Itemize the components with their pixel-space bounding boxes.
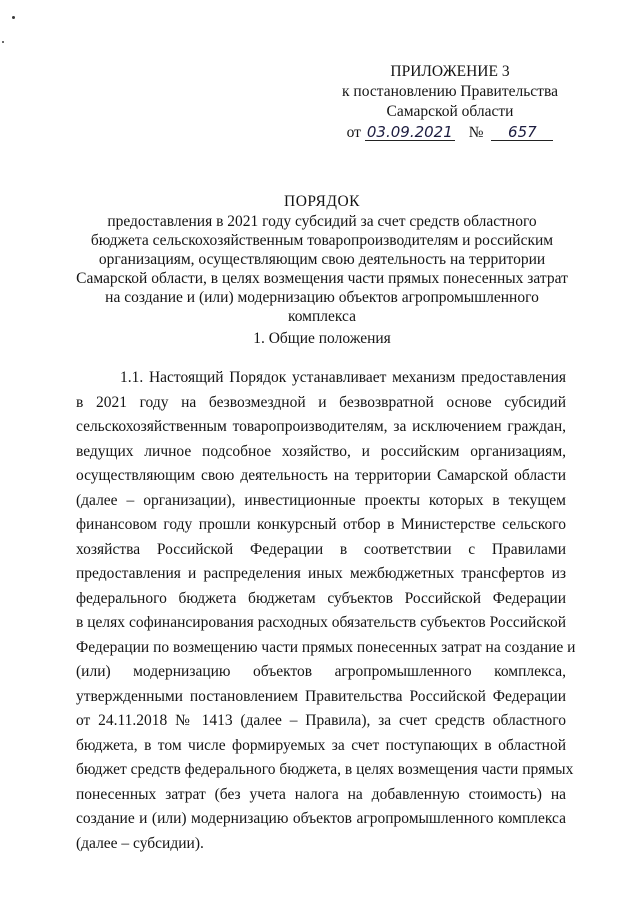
paragraph-line: (или) модернизацию объектов агропромышленного комплекса, (76, 663, 566, 680)
paragraph-line: сельскохозяйственным товаропроизводителям, за исключением граждан, (76, 418, 566, 435)
document-subtitle-line: организациям, осуществляющим свою деятельность на территории (98, 251, 546, 268)
appendix-resolution-line: к постановлению Правительства (342, 83, 558, 100)
document-subtitle-line: комплекса (287, 308, 356, 325)
paragraph-line: в целях софинансирования расходных обязательств субъектов Российской (76, 614, 566, 631)
paragraph-line: в 2021 году на безвозмездной и безвозвратной основе субсидий (76, 393, 566, 411)
scan-speck (2, 41, 4, 43)
scan-speck (12, 16, 15, 19)
paragraph-line: понесенных затрат (без учета налога на добавленную стоимость) на (76, 785, 566, 803)
paragraph-line: предоставления и распределения иных межбюджетных трансфертов из (76, 565, 566, 582)
date-prefix: от (346, 124, 361, 141)
appendix-region-line: Самарской области (386, 103, 514, 120)
paragraph-line: (далее – субсидии). (76, 834, 204, 852)
number-sign: № (468, 124, 484, 141)
paragraph-line: ведущих личное подсобное хозяйство, и российским организациям, (76, 442, 566, 460)
section-heading: 1. Общие положения (253, 330, 391, 347)
paragraph-1-1 (76, 366, 576, 856)
document-title-block (60, 192, 584, 326)
document-title: ПОРЯДОК (284, 193, 360, 210)
appendix-title: ПРИЛОЖЕНИЕ 3 (390, 63, 510, 80)
paragraph-line: создание и (или) модернизацию объектов агропромышленного комплекса (76, 810, 566, 827)
paragraph-line: бюджет средств федерального бюджета, в целях возмещения части прямых (76, 761, 574, 778)
document-subtitle-line: бюджета сельскохозяйственным товаропроизводителям и российским (90, 232, 554, 249)
paragraph-line: 1.1. Настоящий Порядок устанавливает механизм предоставления (120, 369, 566, 386)
document-subtitle-line: Самарской области, в целях возмещения части прямых понесенных затрат (76, 270, 568, 287)
document-subtitle-line: предоставления в 2021 году субсидий за счет средств областного (107, 213, 537, 230)
paragraph-line: (далее – организации), инвестиционные проекты которых в текущем (76, 491, 566, 509)
paragraph-line: осуществляющим свою деятельность на территории Самарской области (76, 467, 566, 484)
paragraph-line: Федерации по возмещению части прямых понесенных затрат на создание и (76, 638, 576, 656)
appendix-date-number-row (330, 123, 570, 143)
paragraph-line: утвержденными постановлением Правительства Российской Федерации (76, 687, 566, 705)
handwritten-number: 657 (491, 124, 553, 141)
paragraph-line: от 24.11.2018 № 1413 (далее – Правила), за счет средств областного (76, 712, 566, 729)
document-subtitle-line: на создание и (или) модернизацию объектов агропромышленного (105, 289, 539, 306)
paragraph-line: хозяйства Российской Федерации в соответствии с Правилами (76, 540, 566, 558)
paragraph-line: финансовом году прошли конкурсный отбор в Министерстве сельского (76, 516, 566, 533)
paragraph-line: бюджета, в том числе формируемых за счет поступающих в областной (76, 736, 566, 754)
paragraph-line: федерального бюджета бюджетам субъектов Российской Федерации (76, 589, 566, 607)
handwritten-date: 03.09.2021 (365, 124, 455, 141)
appendix-header (330, 62, 570, 143)
